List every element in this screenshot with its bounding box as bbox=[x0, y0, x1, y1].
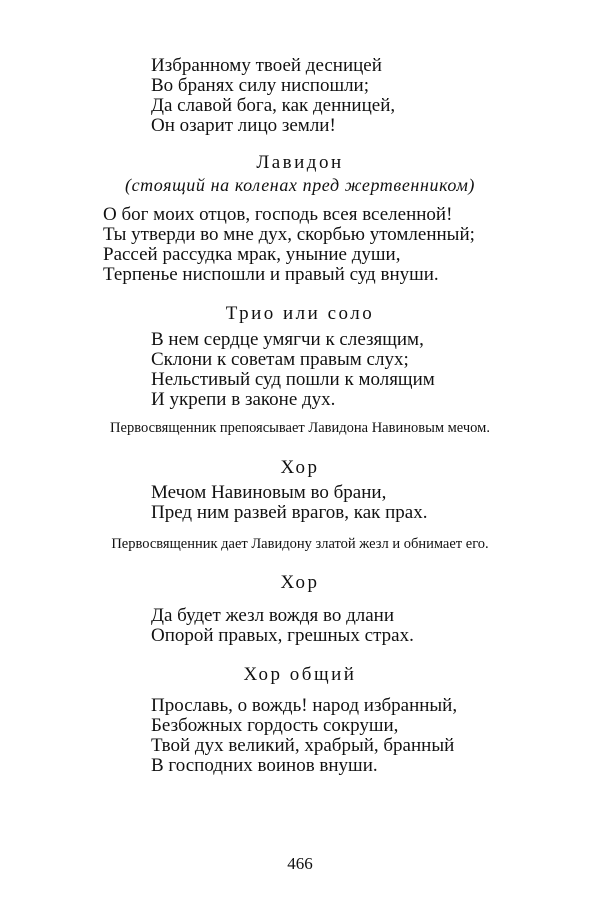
verse-line: Пред ним развей врагов, как прах. bbox=[151, 502, 428, 523]
verse-line: И укрепи в законе дух. bbox=[151, 389, 336, 410]
stanza-trio bbox=[151, 330, 435, 410]
stanza-lavidon bbox=[103, 205, 475, 285]
verse-line: Нельстивый суд пошли к молящим bbox=[151, 369, 435, 390]
stage-direction-2: Первосвященник дает Лавидону златой жезл и обнимает его. bbox=[111, 536, 489, 552]
stage-direction-1: Первосвященник препоясывает Лавидона Навиновым мечом. bbox=[110, 420, 490, 436]
verse-line: Твой дух великий, храбрый, бранный bbox=[151, 735, 455, 756]
verse-line: Да славой бога, как денницей, bbox=[151, 95, 396, 116]
verse-line: Рассей рассудка мрак, уныние души, bbox=[103, 244, 401, 265]
stanza-chorus-all bbox=[151, 696, 457, 776]
verse-line: Прославь, о вождь! народ избранный, bbox=[151, 695, 458, 716]
verse-line: О бог моих отцов, господь всея вселенной! bbox=[103, 204, 453, 225]
speaker-heading-chorus-1: Хор bbox=[280, 457, 320, 478]
stage-note: (стоящий на коленах пред жертвенником) bbox=[124, 175, 476, 195]
verse-line: Безбожных гордость сокруши, bbox=[151, 715, 399, 736]
speaker-heading-lavidon: Лавидон bbox=[256, 152, 344, 173]
verse-line: В нем сердце умягчи к слезящим, bbox=[151, 329, 424, 350]
verse-line: В господних воинов внуши. bbox=[151, 755, 378, 776]
verse-line: Ты утверди во мне дух, скорбью утомленный; bbox=[103, 224, 475, 245]
verse-line: Терпенье ниспошли и правый суд внуши. bbox=[103, 264, 439, 285]
verse-line: Во бранях силу ниспошли; bbox=[151, 75, 370, 96]
page-number: 466 bbox=[287, 854, 313, 873]
speaker-heading-trio: Трио или соло bbox=[225, 303, 375, 324]
stanza-chorus-2 bbox=[151, 606, 414, 646]
verse-line: Да будет жезл вождя во длани bbox=[151, 605, 394, 626]
verse-line: Он озарит лицо земли! bbox=[151, 115, 336, 136]
verse-line: Мечом Навиновым во брани, bbox=[151, 482, 387, 503]
verse-line: Склони к советам правым слух; bbox=[151, 349, 409, 370]
stanza-chorus-1 bbox=[151, 483, 427, 523]
verse-line: Опорой правых, грешных страх. bbox=[151, 625, 414, 646]
stanza-1 bbox=[151, 56, 395, 136]
verse-line: Избранному твоей десницей bbox=[151, 55, 382, 76]
speaker-heading-chorus-2: Хор bbox=[280, 572, 320, 593]
speaker-heading-chorus-all: Хор общий bbox=[243, 664, 357, 685]
